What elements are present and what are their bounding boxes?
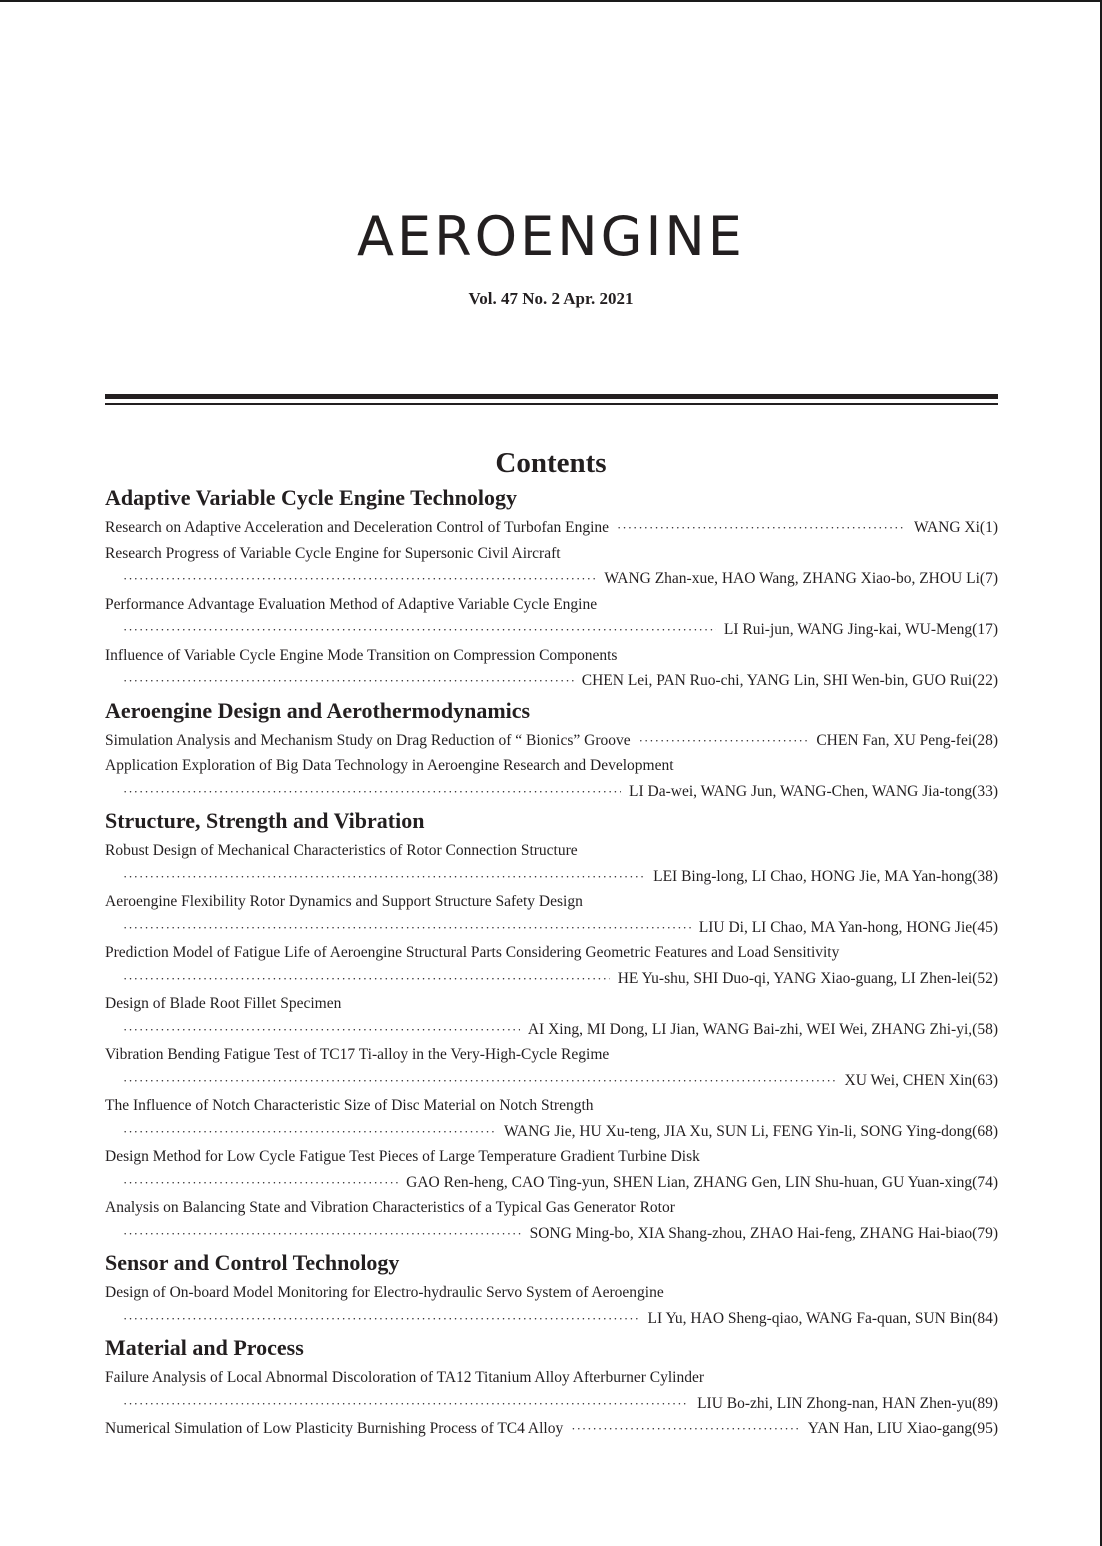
- entry-title: Research on Adaptive Acceleration and Deceleration Control of Turbofan Engine: [105, 519, 610, 536]
- entry-page: 74: [977, 1173, 993, 1191]
- header-rule-thin: [105, 403, 998, 405]
- entry-title: Analysis on Balancing State and Vibration Characteristics of a Typical Gas Generator Rotor: [105, 1199, 675, 1216]
- entry-authors: HE Yu-shu, SHI Duo-qi, YANG Xiao-guang, LI Zhen-lei: [617, 969, 973, 987]
- entry-authors-page: LI Yu, HAO Sheng-qiao, WANG Fa-quan, SUN Bin(84): [647, 1309, 998, 1327]
- dot-leader: [123, 1068, 837, 1094]
- entry-authors-page: LI Rui-jun, WANG Jing-kai, WU-Meng(17): [723, 621, 998, 638]
- entry-page: 68: [977, 1122, 993, 1140]
- section-heading: Sensor and Control Technology: [105, 1250, 400, 1275]
- entry-leader-line: [105, 1068, 998, 1094]
- toc-entry[interactable]: [105, 838, 998, 889]
- section-heading: Structure, Strength and Vibration: [105, 808, 425, 833]
- entry-authors: WANG Zhan-xue, HAO Wang, ZHANG Xiao-bo, ZHOU Li: [604, 570, 980, 587]
- entry-page: 38: [977, 867, 993, 885]
- entry-title: The Influence of Notch Characteristic Size of Disc Material on Notch Strength: [105, 1097, 594, 1114]
- entry-authors-page: CHEN Lei, PAN Ruo-chi, YANG Lin, SHI Wen-bin, GUO Rui(22): [581, 672, 998, 689]
- entry-title: Influence of Variable Cycle Engine Mode Transition on Compression Components: [105, 646, 618, 664]
- header-rule-thick: [105, 394, 998, 399]
- toc-entry[interactable]: [105, 1093, 998, 1144]
- entry-title: Robust Design of Mechanical Characteristics of Rotor Connection Structure: [105, 842, 578, 859]
- entry-authors-page: AI Xing, MI Dong, LI Jian, WANG Bai-zhi, WEI Wei, ZHANG Zhi-yi,(58): [527, 1020, 998, 1038]
- toc-entry[interactable]: [105, 889, 998, 940]
- dot-leader: [123, 1306, 640, 1332]
- entry-leader-line: [105, 1391, 998, 1417]
- entry-page: 63: [977, 1071, 993, 1089]
- dot-leader: [639, 728, 809, 754]
- entry-authors-page: WANG Xi(1): [914, 519, 998, 536]
- toc-entry[interactable]: [105, 728, 998, 754]
- entry-title: Design Method for Low Cycle Fatigue Test Pieces of Large Temperature Gradient Turbine Disk: [105, 1148, 700, 1165]
- entry-authors: CHEN Lei, PAN Ruo-chi, YANG Lin, SHI Wen-bin, GUO Rui: [581, 672, 973, 689]
- entry-authors-page: LEI Bing-long, LI Chao, HONG Jie, MA Yan-hong(38): [653, 867, 998, 885]
- entry-leader-line: [105, 1017, 998, 1043]
- entry-page: 95: [977, 1420, 993, 1437]
- dot-leader: [571, 1416, 799, 1442]
- entry-leader-line: [105, 668, 998, 694]
- entry-page: 45: [977, 918, 993, 936]
- entry-page: 58: [977, 1020, 993, 1038]
- journal-title: AEROENGINE: [357, 205, 745, 268]
- dot-leader: [123, 915, 691, 941]
- dot-leader: [123, 617, 716, 643]
- entry-leader-line: [105, 915, 998, 941]
- entry-title: Research Progress of Variable Cycle Engine for Supersonic Civil Aircraft: [105, 544, 561, 562]
- entry-page: 22: [977, 672, 993, 689]
- entry-leader-line: [105, 864, 998, 890]
- toc-entry[interactable]: [105, 1195, 998, 1246]
- contents-heading: Contents: [495, 447, 607, 479]
- entry-title: Numerical Simulation of Low Plasticity Burnishing Process of TC4 Alloy: [105, 1420, 564, 1437]
- entry-title: Design of Blade Root Fillet Specimen: [105, 995, 342, 1012]
- toc-entry[interactable]: [105, 592, 998, 643]
- toc-entry[interactable]: [105, 940, 998, 991]
- section-heading: Adaptive Variable Cycle Engine Technology: [105, 485, 517, 510]
- dot-leader: [123, 864, 645, 890]
- entry-authors: WANG Jie, HU Xu-teng, JIA Xu, SUN Li, FENG Yin-li, SONG Ying-dong: [504, 1122, 973, 1140]
- entry-authors-page: YAN Han, LIU Xiao-gang(95): [807, 1420, 998, 1437]
- entry-authors: WANG Xi: [914, 519, 980, 536]
- entry-page: 28: [977, 731, 993, 749]
- entry-authors: GAO Ren-heng, CAO Ting-yun, SHEN Lian, ZHANG Gen, LIN Shu-huan, GU Yuan-xing: [406, 1173, 973, 1191]
- entry-authors-page: SONG Ming-bo, XIA Shang-zhou, ZHAO Hai-feng, ZHANG Hai-biao(79): [529, 1224, 998, 1242]
- entry-authors-page: WANG Zhan-xue, HAO Wang, ZHANG Xiao-bo, ZHOU Li(7): [604, 570, 998, 587]
- entry-page: 52: [977, 969, 993, 987]
- entry-authors: AI Xing, MI Dong, LI Jian, WANG Bai-zhi, WEI Wei, ZHANG Zhi-yi,: [527, 1020, 973, 1038]
- dot-leader: [123, 779, 621, 805]
- entry-authors: CHEN Fan, XU Peng-fei: [816, 731, 973, 749]
- entry-authors: LI Rui-jun, WANG Jing-kai, WU-Meng: [723, 621, 973, 638]
- dot-leader: [123, 1017, 520, 1043]
- entry-authors: LI Yu, HAO Sheng-qiao, WANG Fa-quan, SUN Bin: [647, 1309, 973, 1327]
- page-border-top: [0, 0, 1102, 2]
- toc-entry[interactable]: [105, 541, 998, 592]
- entry-leader-line: [105, 1306, 998, 1332]
- entry-authors-page: HE Yu-shu, SHI Duo-qi, YANG Xiao-guang, LI Zhen-lei(52): [617, 969, 998, 987]
- issue-info: Vol. 47 No. 2 Apr. 2021: [468, 289, 634, 308]
- toc-entry[interactable]: [105, 753, 998, 804]
- entry-page: 89: [977, 1394, 993, 1412]
- toc-entry[interactable]: [105, 1365, 998, 1416]
- entry-leader-line: [105, 1170, 998, 1196]
- entry-page: 1: [985, 519, 993, 536]
- dot-leader: [123, 566, 596, 592]
- entry-title: Prediction Model of Fatigue Life of Aeroengine Structural Parts Considering Geometric Features and Load Sensitivity: [105, 944, 840, 961]
- dot-leader: [123, 966, 610, 992]
- entry-authors: LI Da-wei, WANG Jun, WANG-Chen, WANG Jia-tong: [629, 782, 973, 800]
- entry-authors: LIU Di, LI Chao, MA Yan-hong, HONG Jie: [698, 918, 973, 936]
- toc-entry[interactable]: [105, 1042, 998, 1093]
- table-of-contents: [105, 481, 998, 1442]
- entry-leader-line: [105, 779, 998, 805]
- entry-page: 33: [977, 782, 993, 800]
- dot-leader: [123, 1170, 398, 1196]
- entry-authors: LIU Bo-zhi, LIN Zhong-nan, HAN Zhen-yu: [697, 1394, 973, 1412]
- entry-authors-page: CHEN Fan, XU Peng-fei(28): [816, 731, 998, 749]
- entry-page: 7: [985, 570, 993, 587]
- entry-authors: LEI Bing-long, LI Chao, HONG Jie, MA Yan-hong: [653, 867, 973, 885]
- dot-leader: [123, 1391, 689, 1417]
- entry-leader-line: [105, 1221, 998, 1247]
- toc-entry[interactable]: [105, 991, 998, 1042]
- entry-page: 79: [977, 1224, 993, 1242]
- entry-authors-page: XU Wei, CHEN Xin(63): [844, 1071, 998, 1089]
- entry-leader-line: [105, 966, 998, 992]
- entry-authors-page: LIU Bo-zhi, LIN Zhong-nan, HAN Zhen-yu(89): [697, 1394, 998, 1412]
- entry-title: Simulation Analysis and Mechanism Study on Drag Reduction of “ Bionics” Groove: [105, 731, 631, 749]
- toc-entry[interactable]: [105, 1416, 998, 1442]
- entry-authors-page: WANG Jie, HU Xu-teng, JIA Xu, SUN Li, FENG Yin-li, SONG Ying-dong(68): [504, 1122, 998, 1140]
- entry-leader-line: [105, 566, 998, 592]
- entry-authors-page: LIU Di, LI Chao, MA Yan-hong, HONG Jie(45): [698, 918, 998, 936]
- entry-authors: XU Wei, CHEN Xin: [844, 1071, 973, 1089]
- entry-authors: YAN Han, LIU Xiao-gang: [807, 1420, 973, 1437]
- entry-title: Performance Advantage Evaluation Method of Adaptive Variable Cycle Engine: [105, 595, 598, 613]
- section-heading: Aeroengine Design and Aerothermodynamics: [105, 697, 531, 723]
- toc-entry[interactable]: [105, 643, 998, 694]
- entry-title: Application Exploration of Big Data Technology in Aeroengine Research and Development: [105, 757, 674, 774]
- entry-title: Failure Analysis of Local Abnormal Discoloration of TA12 Titanium Alloy Afterburner Cylinder: [105, 1369, 705, 1386]
- dot-leader: [123, 1119, 496, 1145]
- entry-title: Design of On-board Model Monitoring for Electro-hydraulic Servo System of Aeroengine: [105, 1284, 664, 1301]
- toc-entry[interactable]: [105, 515, 998, 541]
- dot-leader: [617, 515, 906, 541]
- toc-entry[interactable]: [105, 1280, 998, 1331]
- dot-leader: [123, 1221, 522, 1247]
- entry-leader-line: [105, 1119, 998, 1145]
- entry-authors: SONG Ming-bo, XIA Shang-zhou, ZHAO Hai-feng, ZHANG Hai-biao: [529, 1224, 973, 1242]
- entry-authors-page: LI Da-wei, WANG Jun, WANG-Chen, WANG Jia-tong(33): [629, 782, 998, 800]
- entry-authors-page: GAO Ren-heng, CAO Ting-yun, SHEN Lian, ZHANG Gen, LIN Shu-huan, GU Yuan-xing(74): [406, 1173, 998, 1191]
- entry-page: 84: [977, 1309, 993, 1327]
- entry-leader-line: [105, 617, 998, 643]
- entry-title: Vibration Bending Fatigue Test of TC17 Ti-alloy in the Very-High-Cycle Regime: [105, 1046, 610, 1063]
- toc-entry[interactable]: [105, 1144, 998, 1195]
- entry-page: 17: [977, 621, 993, 638]
- section-heading: Material and Process: [105, 1335, 304, 1360]
- dot-leader: [123, 668, 574, 694]
- entry-title: Aeroengine Flexibility Rotor Dynamics and Support Structure Safety Design: [105, 893, 583, 910]
